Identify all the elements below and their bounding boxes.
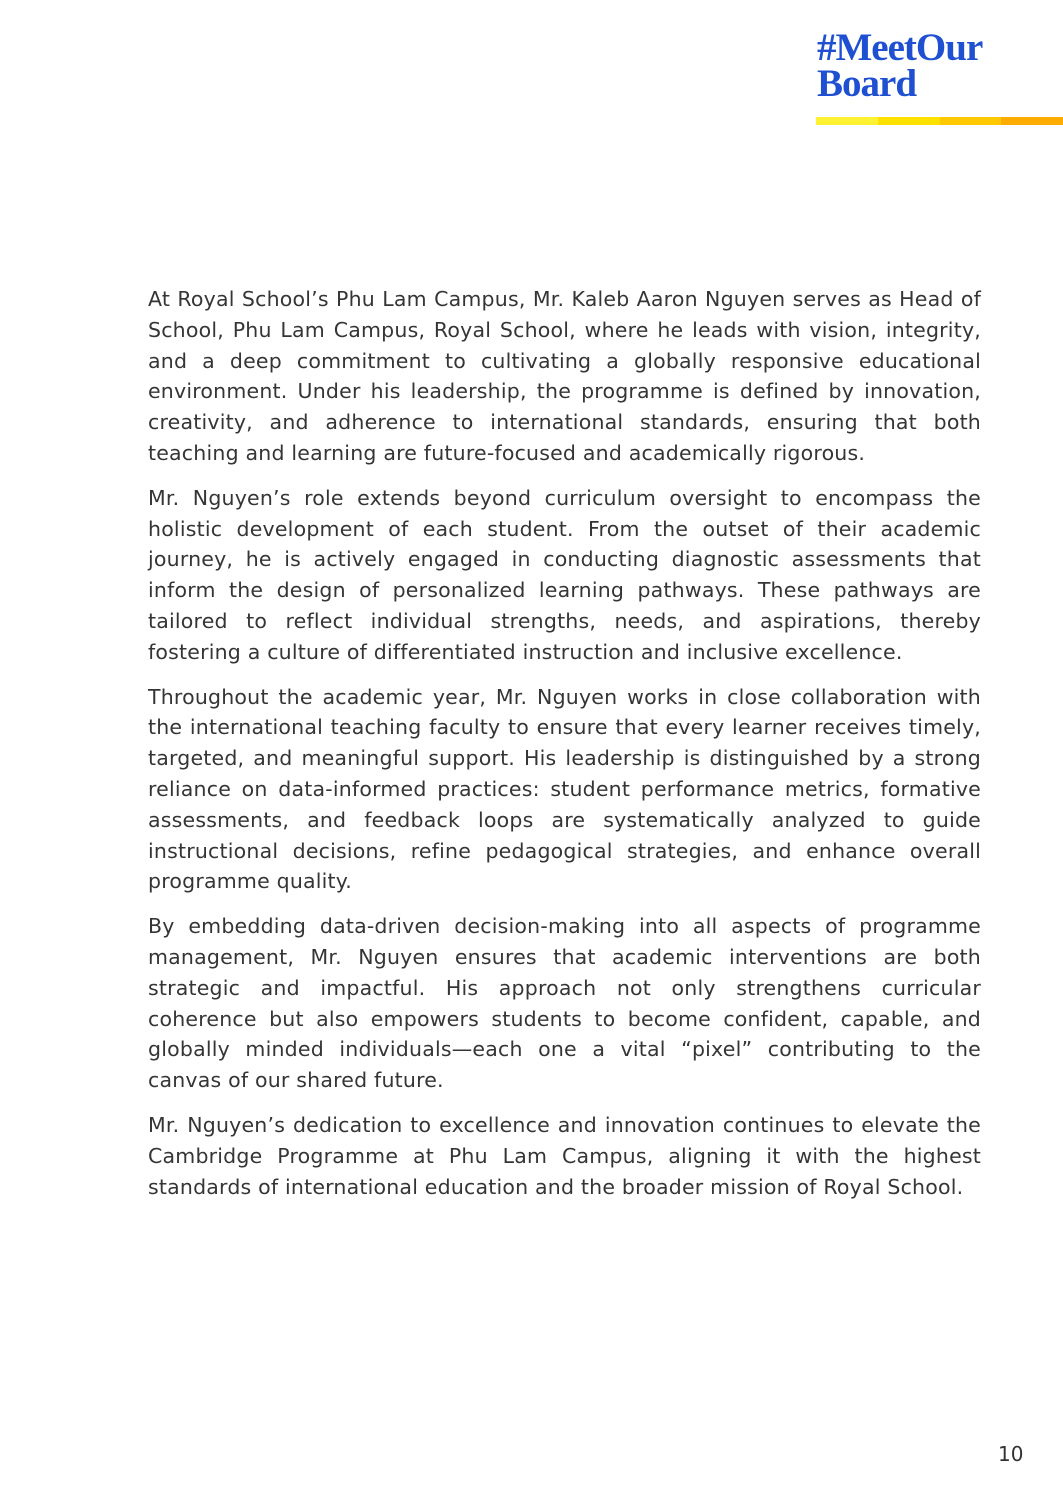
paragraph-intro: At Royal School’s Phu Lam Campus, Mr. Kaleb Aaron Nguyen serves as Head of School, Phu Lam Campus, Royal School, where he leads with vision, integrity, and a deep commitment to cultivating a globally responsive educational environment. Under his leadership, the programme is defined by innovation, creativity, and adherence to international standards, ensuring that both teaching and learning are future-focused and academically rigorous. — [148, 287, 981, 465]
page-title-line-1: #MeetOur — [817, 26, 983, 69]
paragraph-collaboration: Throughout the academic year, Mr. Nguyen works in close collaboration with the international teaching faculty to ensure that every learner receives timely, targeted, and meaningful support. His leadership is distinguished by a strong reliance on data-informed practices: student performance metrics, formative assessments, and feedback loops are systematically analyzed to guide instructional decisions, refine pedagogical strategies, and enhance overall programme quality. — [148, 684, 981, 894]
paragraph-conclusion: Mr. Nguyen’s dedication to excellence and innovation continues to elevate the Cambridge Programme at Phu Lam Campus, aligning it with the highest standards of international education and the broader mission of Royal School. — [148, 1112, 981, 1199]
page-title-line-2: Board — [817, 62, 917, 105]
accent-bar-segment-4 — [1001, 117, 1063, 125]
paragraph-data-driven: By embedding data-driven decision-making into all aspects of programme management, Mr. Nguyen ensures that academic interventions are both strategic and impactful. His approach not only strengthens curricular coherence but also empowers students to become confident, capable, and globally minded individuals—each one a vital “pixel” contributing to the canvas of our shared future. — [148, 914, 981, 1093]
article-body — [148, 284, 981, 1216]
accent-bar — [816, 117, 1063, 125]
page-title — [817, 26, 983, 105]
paragraph-role: Mr. Nguyen’s role extends beyond curriculum oversight to encompass the holistic development of each student. From the outset of their academic journey, he is actively engaged in conducting diagnostic assessments that inform the design of personalized learning pathways. These pathways are tailored to reflect individual strengths, needs, and aspirations, thereby fostering a culture of differentiated instruction and inclusive excellence. — [148, 485, 981, 664]
accent-bar-segment-1 — [816, 117, 878, 125]
accent-bar-segment-2 — [878, 117, 940, 125]
page-number: 10 — [998, 1442, 1024, 1466]
accent-bar-segment-3 — [940, 117, 1002, 125]
